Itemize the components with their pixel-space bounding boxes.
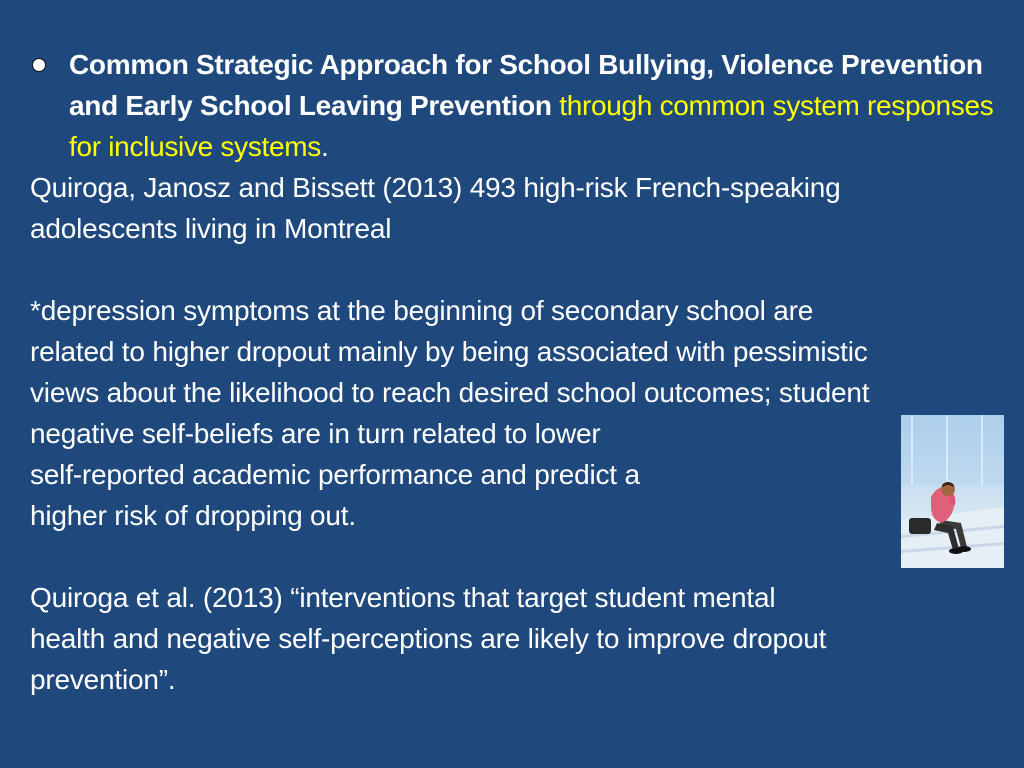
finding-line: higher risk of dropping out. [30, 500, 356, 531]
finding-line: *depression symptoms at the beginning of secondary school are [30, 295, 814, 326]
quote-line: Quiroga et al. (2013) “interventions that target student mental [30, 582, 776, 613]
citation-paragraph [30, 167, 990, 249]
finding-line: negative self-beliefs are in turn related to lower [30, 418, 601, 449]
quote-line: prevention”. [30, 664, 176, 695]
bullet-bold-text: Common Strategic Approach for School Bullying, Violence Prevention and Early School Leaving Prevention [69, 49, 983, 121]
quote-paragraph [30, 577, 990, 700]
finding-line: views about the likelihood to reach desired school outcomes; student [30, 377, 870, 408]
bullet-period: . [321, 131, 329, 162]
finding-line: self-reported academic performance and predict a [30, 459, 640, 490]
finding-paragraph [30, 290, 1005, 536]
bullet-text [69, 44, 1005, 167]
sad-student-illustration [901, 415, 1004, 568]
finding-line: related to higher dropout mainly by being associated with pessimistic [30, 336, 868, 367]
bullet-yellow-text: through common system responses for inclusive systems [69, 90, 994, 162]
sad-student-photo [901, 415, 1004, 568]
citation-line: Quiroga, Janosz and Bissett (2013) 493 high-risk French-speaking [30, 172, 841, 203]
quote-line: health and negative self-perceptions are likely to improve dropout [30, 623, 827, 654]
bullet-dot-icon [32, 58, 46, 72]
bullet-heading [30, 44, 1005, 167]
citation-line: adolescents living in Montreal [30, 213, 392, 244]
